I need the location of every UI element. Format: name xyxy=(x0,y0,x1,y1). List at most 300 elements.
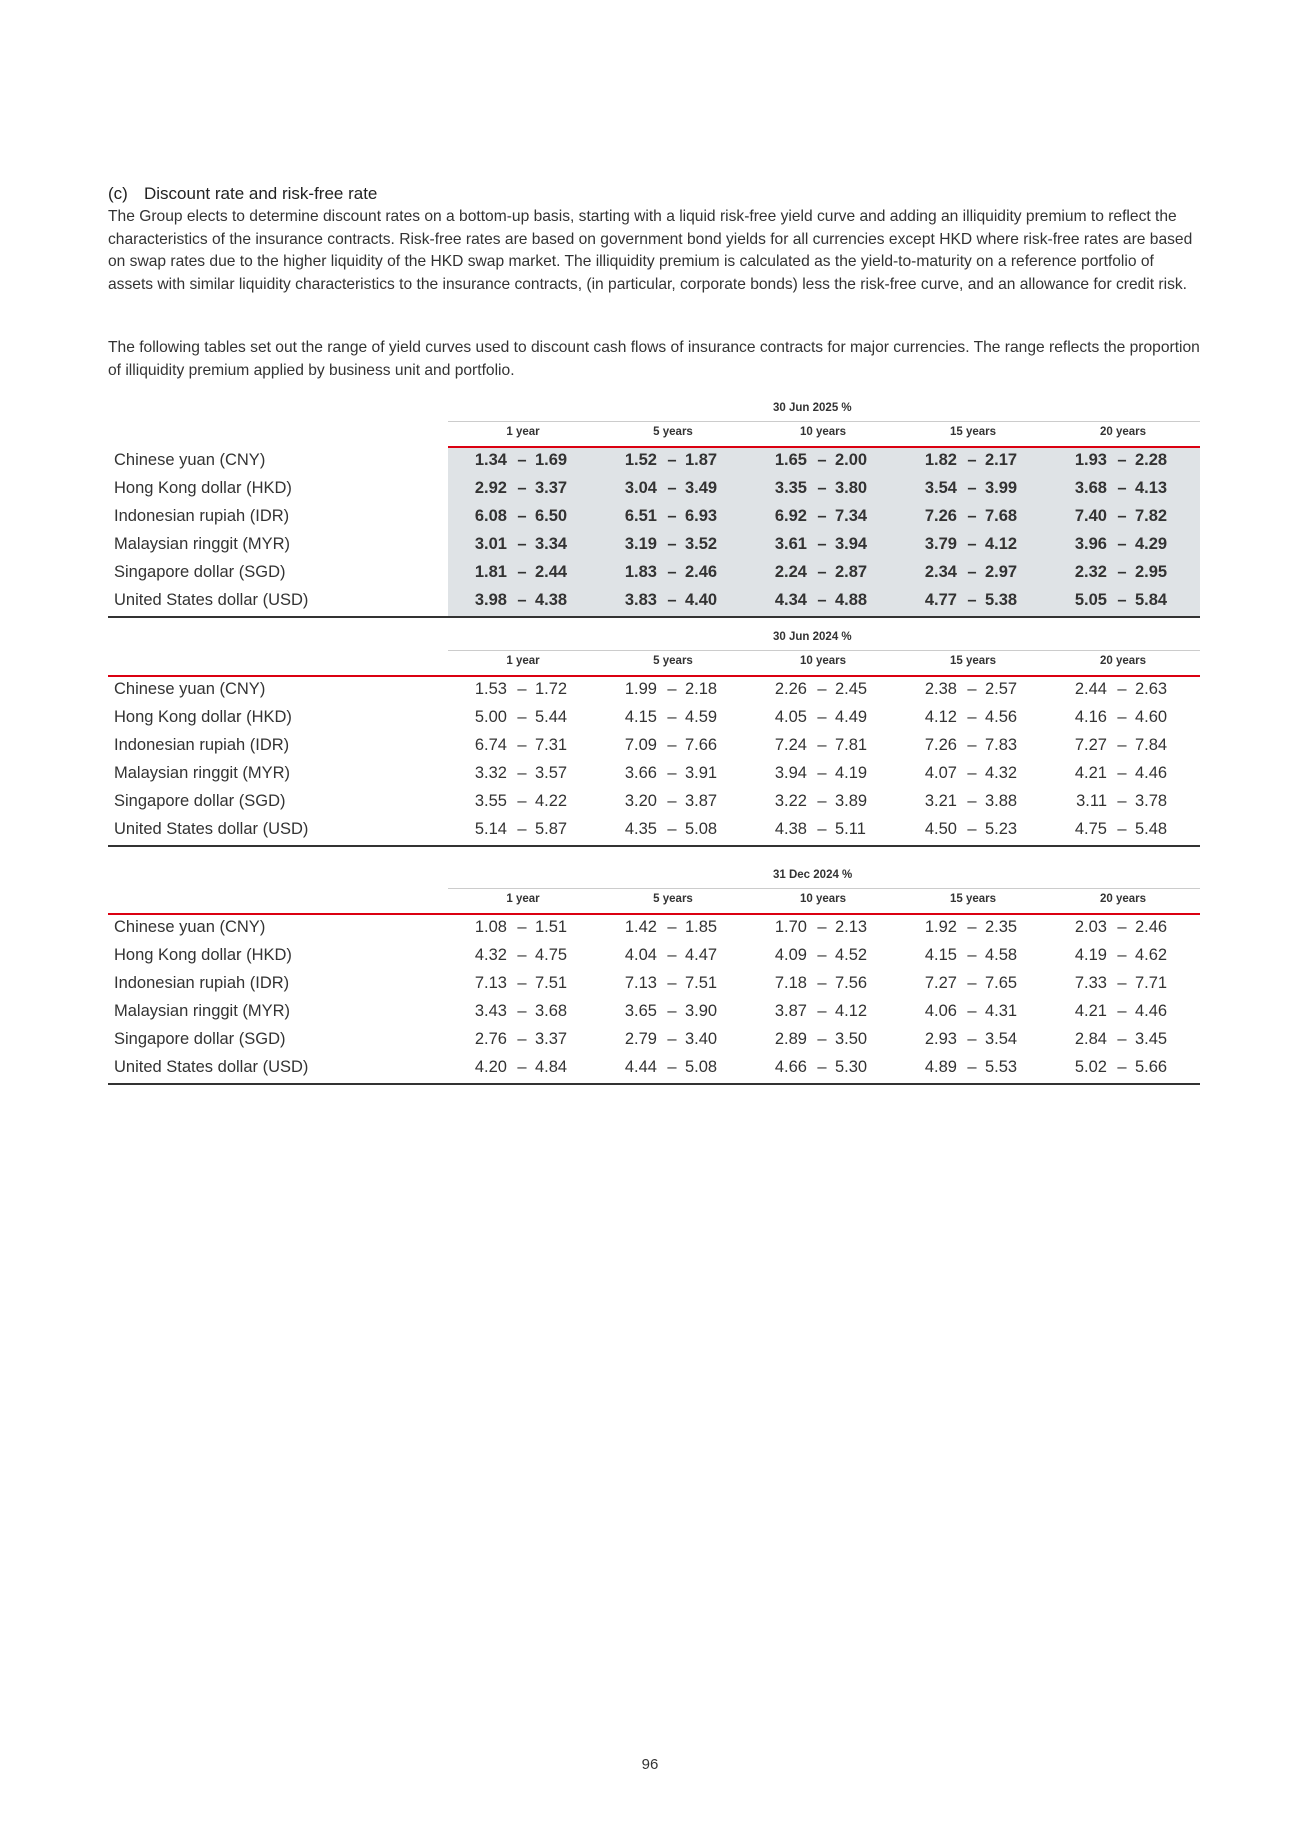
range-dash: – xyxy=(1117,479,1127,497)
range-dash: – xyxy=(967,1002,977,1020)
column-header: 5 years xyxy=(653,893,693,905)
rate-low: 2.76 xyxy=(474,1030,507,1048)
rate-low: 1.82 xyxy=(924,451,957,469)
rate-low: 3.83 xyxy=(624,591,657,609)
range-dash: – xyxy=(817,820,827,838)
range-dash: – xyxy=(1117,1002,1127,1020)
currency-label: United States dollar (USD) xyxy=(114,820,309,838)
rate-high: 2.87 xyxy=(835,563,868,581)
rate-high: 3.80 xyxy=(835,479,868,497)
table-row xyxy=(108,588,1200,616)
range-dash: – xyxy=(517,507,527,525)
rate-high: 3.78 xyxy=(1135,792,1168,810)
rate-low: 6.92 xyxy=(774,507,807,525)
range-dash: – xyxy=(967,479,977,497)
page-number: 96 xyxy=(641,1756,659,1773)
rate-low: 3.11 xyxy=(1076,792,1107,810)
rate-low: 1.52 xyxy=(624,451,657,469)
rate-low: 7.40 xyxy=(1074,507,1107,525)
rate-high: 3.91 xyxy=(685,764,718,782)
rate-low: 1.53 xyxy=(474,680,507,698)
table-row xyxy=(108,789,1200,817)
rate-low: 4.07 xyxy=(924,764,957,782)
rate-high: 5.44 xyxy=(535,708,568,726)
rate-low: 3.79 xyxy=(924,535,957,553)
column-header: 10 years xyxy=(799,655,847,667)
range-dash: – xyxy=(1117,591,1127,609)
rate-low: 4.44 xyxy=(624,1058,657,1076)
range-dash: – xyxy=(967,1030,977,1048)
currency-label: Chinese yuan (CNY) xyxy=(114,680,266,698)
rate-high: 6.50 xyxy=(535,507,568,525)
rate-low: 6.08 xyxy=(474,507,507,525)
rate-high: 4.62 xyxy=(1135,946,1168,964)
rate-high: 5.08 xyxy=(685,1058,718,1076)
range-dash: – xyxy=(967,736,977,754)
rate-high: 4.31 xyxy=(985,1002,1018,1020)
rate-low: 4.32 xyxy=(474,946,507,964)
range-dash: – xyxy=(817,479,827,497)
rate-low: 3.68 xyxy=(1074,479,1107,497)
rate-low: 7.18 xyxy=(774,974,807,992)
rate-high: 2.46 xyxy=(1135,918,1168,936)
paragraph-discount-rate: The Group elects to determine discount rates on a bottom-up basis, starting with a liquid risk-free yield curve and adding an illiquidity premium to reflect the characteristics of the insurance contracts. Risk-free rates are based on government bond yields for all currencies except HKD where risk-free rates are based on swap rates due to the higher liquidity of the HKD swap market. The illiquidity premium is calculated as the yield-to-maturity on a reference portfolio of assets with similar liquidity characteristics to the insurance contracts, (in particular, corporate bonds) less the risk-free curve, and an allowance for credit risk. xyxy=(108,208,1193,293)
column-header: 20 years xyxy=(1099,426,1147,438)
rate-high: 2.17 xyxy=(985,451,1018,469)
rate-high: 4.58 xyxy=(985,946,1018,964)
rate-high: 7.51 xyxy=(685,974,718,992)
rate-low: 3.43 xyxy=(474,1002,507,1020)
rate-high: 5.30 xyxy=(835,1058,868,1076)
table-row xyxy=(108,999,1200,1027)
range-dash: – xyxy=(817,591,827,609)
currency-label: Hong Kong dollar (HKD) xyxy=(114,946,292,964)
rate-high: 7.83 xyxy=(985,736,1018,754)
rate-low: 4.16 xyxy=(1074,708,1107,726)
currency-label: Malaysian ringgit (MYR) xyxy=(114,535,291,553)
rate-high: 2.95 xyxy=(1135,563,1168,581)
currency-label: Indonesian rupiah (IDR) xyxy=(114,736,290,754)
table-row xyxy=(108,1055,1200,1083)
table-header-row xyxy=(448,422,1200,443)
table-period-heading: 30 Jun 2025 % xyxy=(773,402,852,414)
range-dash: – xyxy=(967,563,977,581)
paragraph-yield-curves: The following tables set out the range of yield curves used to discount cash flows of insurance contracts for major currencies. The range reflects the proportion of illiquidity premium applied by business unit and portfolio. xyxy=(108,339,1200,379)
rate-low: 7.09 xyxy=(624,736,657,754)
rate-high: 7.51 xyxy=(535,974,568,992)
rate-high: 3.52 xyxy=(685,535,718,553)
rate-low: 4.06 xyxy=(924,1002,957,1020)
range-dash: – xyxy=(1117,563,1127,581)
rate-high: 2.45 xyxy=(835,680,868,698)
range-dash: – xyxy=(667,1058,677,1076)
rate-low: 4.77 xyxy=(924,591,957,609)
rate-high: 3.34 xyxy=(535,535,568,553)
rate-high: 1.69 xyxy=(535,451,568,469)
rate-high: 7.31 xyxy=(535,736,568,754)
range-dash: – xyxy=(517,591,527,609)
rate-low: 2.93 xyxy=(924,1030,957,1048)
range-dash: – xyxy=(817,1030,827,1048)
range-dash: – xyxy=(1117,507,1127,525)
rate-high: 7.82 xyxy=(1135,507,1168,525)
rate-high: 5.53 xyxy=(985,1058,1018,1076)
range-dash: – xyxy=(1117,708,1127,726)
range-dash: – xyxy=(667,479,677,497)
rate-low: 3.55 xyxy=(474,792,507,810)
rate-low: 2.24 xyxy=(774,563,807,581)
rate-low: 7.27 xyxy=(1074,736,1107,754)
currency-label: Singapore dollar (SGD) xyxy=(114,792,286,810)
range-dash: – xyxy=(517,1058,527,1076)
rate-low: 1.99 xyxy=(624,680,657,698)
rate-high: 4.12 xyxy=(985,535,1018,553)
rate-high: 4.13 xyxy=(1135,479,1168,497)
range-dash: – xyxy=(967,507,977,525)
rate-high: 1.51 xyxy=(535,918,568,936)
column-header: 5 years xyxy=(653,426,693,438)
rate-high: 5.08 xyxy=(685,820,718,838)
rate-high: 7.71 xyxy=(1135,974,1168,992)
rate-high: 3.94 xyxy=(835,535,868,553)
table-row xyxy=(108,476,1200,504)
rate-high: 5.66 xyxy=(1135,1058,1168,1076)
rate-low: 1.83 xyxy=(624,563,657,581)
rate-high: 4.12 xyxy=(835,1002,868,1020)
range-dash: – xyxy=(667,792,677,810)
currency-label: Hong Kong dollar (HKD) xyxy=(114,708,292,726)
rate-low: 5.05 xyxy=(1074,591,1107,609)
rate-low: 4.34 xyxy=(774,591,807,609)
range-dash: – xyxy=(817,680,827,698)
column-header: 20 years xyxy=(1099,655,1147,667)
rate-low: 4.75 xyxy=(1074,820,1107,838)
section-heading xyxy=(108,184,377,204)
rate-high: 5.87 xyxy=(535,820,568,838)
rate-high: 4.29 xyxy=(1135,535,1168,553)
rate-high: 1.72 xyxy=(535,680,568,698)
column-header: 20 years xyxy=(1099,893,1147,905)
table-row xyxy=(108,971,1200,999)
rate-low: 2.32 xyxy=(1074,563,1107,581)
currency-label: Hong Kong dollar (HKD) xyxy=(114,479,292,497)
rate-low: 2.38 xyxy=(924,680,957,698)
rate-high: 2.97 xyxy=(985,563,1018,581)
range-dash: – xyxy=(667,1002,677,1020)
rate-low: 7.13 xyxy=(624,974,657,992)
range-dash: – xyxy=(667,591,677,609)
rate-high: 2.28 xyxy=(1135,451,1168,469)
rate-high: 2.18 xyxy=(685,680,718,698)
table-row xyxy=(108,560,1200,588)
rate-high: 2.63 xyxy=(1135,680,1168,698)
range-dash: – xyxy=(667,820,677,838)
table-header-row xyxy=(448,651,1200,672)
range-dash: – xyxy=(817,764,827,782)
rate-low: 3.98 xyxy=(474,591,507,609)
rate-low: 7.27 xyxy=(924,974,957,992)
range-dash: – xyxy=(517,535,527,553)
rate-low: 1.65 xyxy=(774,451,807,469)
range-dash: – xyxy=(817,507,827,525)
rate-high: 4.22 xyxy=(535,792,568,810)
rate-low: 4.09 xyxy=(774,946,807,964)
rate-low: 5.02 xyxy=(1074,1058,1107,1076)
rate-low: 4.50 xyxy=(924,820,957,838)
rate-high: 2.44 xyxy=(535,563,568,581)
range-dash: – xyxy=(517,563,527,581)
rate-high: 7.81 xyxy=(835,736,868,754)
rate-high: 4.88 xyxy=(835,591,868,609)
rate-high: 4.32 xyxy=(985,764,1018,782)
range-dash: – xyxy=(667,736,677,754)
column-header: 15 years xyxy=(949,426,997,438)
rate-high: 4.40 xyxy=(685,591,718,609)
range-dash: – xyxy=(1117,946,1127,964)
range-dash: – xyxy=(667,680,677,698)
rate-low: 4.19 xyxy=(1074,946,1107,964)
currency-label: Malaysian ringgit (MYR) xyxy=(114,1002,291,1020)
rate-high: 4.56 xyxy=(985,708,1018,726)
rate-low: 3.22 xyxy=(774,792,807,810)
column-header: 1 year xyxy=(506,655,540,667)
rate-high: 6.93 xyxy=(685,507,718,525)
range-dash: – xyxy=(1117,736,1127,754)
rate-low: 4.21 xyxy=(1074,764,1107,782)
rate-low: 7.26 xyxy=(924,736,957,754)
table-row xyxy=(108,733,1200,761)
rate-low: 7.24 xyxy=(774,736,807,754)
rate-low: 1.92 xyxy=(924,918,957,936)
range-dash: – xyxy=(1117,1030,1127,1048)
rate-low: 3.35 xyxy=(774,479,807,497)
column-header: 10 years xyxy=(799,893,847,905)
range-dash: – xyxy=(1117,820,1127,838)
rate-high: 2.57 xyxy=(985,680,1018,698)
currency-label: Singapore dollar (SGD) xyxy=(114,563,286,581)
table-period-heading: 31 Dec 2024 % xyxy=(773,869,853,881)
range-dash: – xyxy=(817,708,827,726)
range-dash: – xyxy=(1117,535,1127,553)
range-dash: – xyxy=(967,535,977,553)
range-dash: – xyxy=(967,1058,977,1076)
rate-low: 2.26 xyxy=(774,680,807,698)
rate-low: 3.65 xyxy=(624,1002,657,1020)
rate-high: 5.11 xyxy=(835,820,866,838)
range-dash: – xyxy=(817,451,827,469)
table-row xyxy=(108,448,1200,476)
range-dash: – xyxy=(817,946,827,964)
range-dash: – xyxy=(517,736,527,754)
rate-low: 2.79 xyxy=(624,1030,657,1048)
range-dash: – xyxy=(817,563,827,581)
range-dash: – xyxy=(667,1030,677,1048)
table-row xyxy=(108,532,1200,560)
rate-low: 3.21 xyxy=(924,792,957,810)
range-dash: – xyxy=(1117,974,1127,992)
range-dash: – xyxy=(967,451,977,469)
range-dash: – xyxy=(667,764,677,782)
rate-high: 1.85 xyxy=(685,918,718,936)
rate-high: 5.84 xyxy=(1135,591,1168,609)
range-dash: – xyxy=(817,792,827,810)
rate-low: 4.15 xyxy=(924,946,957,964)
column-header: 15 years xyxy=(949,893,997,905)
range-dash: – xyxy=(817,535,827,553)
rate-high: 3.89 xyxy=(835,792,868,810)
rate-high: 5.38 xyxy=(985,591,1018,609)
currency-label: Indonesian rupiah (IDR) xyxy=(114,507,290,525)
rate-high: 3.87 xyxy=(685,792,718,810)
rate-high: 3.54 xyxy=(985,1030,1018,1048)
table-row xyxy=(108,504,1200,532)
rate-high: 3.90 xyxy=(685,1002,718,1020)
currency-label: United States dollar (USD) xyxy=(114,1058,309,1076)
table-row xyxy=(108,817,1200,845)
rate-low: 3.94 xyxy=(774,764,807,782)
rate-low: 1.34 xyxy=(474,451,507,469)
currency-label: Chinese yuan (CNY) xyxy=(114,918,266,936)
range-dash: – xyxy=(1117,764,1127,782)
rate-high: 7.34 xyxy=(835,507,868,525)
rate-low: 1.81 xyxy=(474,563,507,581)
rate-high: 4.52 xyxy=(835,946,868,964)
rate-low: 1.42 xyxy=(624,918,657,936)
rate-high: 3.45 xyxy=(1135,1030,1168,1048)
range-dash: – xyxy=(667,563,677,581)
rate-high: 4.84 xyxy=(535,1058,568,1076)
rate-low: 6.51 xyxy=(624,507,657,525)
range-dash: – xyxy=(667,918,677,936)
table-row xyxy=(108,677,1200,705)
rate-high: 7.66 xyxy=(685,736,718,754)
table-row xyxy=(108,1027,1200,1055)
range-dash: – xyxy=(517,792,527,810)
rate-low: 4.05 xyxy=(774,708,807,726)
rate-low: 3.61 xyxy=(774,535,807,553)
rate-high: 7.68 xyxy=(985,507,1018,525)
range-dash: – xyxy=(1117,792,1127,810)
column-header: 1 year xyxy=(506,893,540,905)
rate-low: 3.19 xyxy=(624,535,657,553)
range-dash: – xyxy=(967,680,977,698)
range-dash: – xyxy=(517,1030,527,1048)
range-dash: – xyxy=(817,974,827,992)
range-dash: – xyxy=(517,974,527,992)
range-dash: – xyxy=(517,918,527,936)
rate-high: 3.57 xyxy=(535,764,568,782)
rate-high: 7.65 xyxy=(985,974,1018,992)
range-dash: – xyxy=(1117,680,1127,698)
rate-high: 4.47 xyxy=(685,946,718,964)
range-dash: – xyxy=(1117,918,1127,936)
rate-low: 1.08 xyxy=(474,918,507,936)
rate-high: 2.35 xyxy=(985,918,1018,936)
currency-label: Indonesian rupiah (IDR) xyxy=(114,974,290,992)
rate-low: 7.33 xyxy=(1074,974,1107,992)
range-dash: – xyxy=(517,946,527,964)
rate-high: 4.19 xyxy=(835,764,868,782)
rate-high: 7.84 xyxy=(1135,736,1168,754)
range-dash: – xyxy=(667,946,677,964)
rate-low: 4.15 xyxy=(624,708,657,726)
table-row xyxy=(108,915,1200,943)
rate-low: 1.93 xyxy=(1074,451,1107,469)
range-dash: – xyxy=(517,764,527,782)
range-dash: – xyxy=(967,591,977,609)
rate-high: 4.49 xyxy=(835,708,868,726)
column-header: 10 years xyxy=(799,426,847,438)
section-number: (c) xyxy=(108,184,128,203)
currency-label: Malaysian ringgit (MYR) xyxy=(114,764,291,782)
rate-low: 2.44 xyxy=(1074,680,1107,698)
range-dash: – xyxy=(517,479,527,497)
rate-high: 3.68 xyxy=(535,1002,568,1020)
rate-low: 3.04 xyxy=(624,479,657,497)
rate-high: 3.37 xyxy=(535,1030,568,1048)
rate-high: 3.50 xyxy=(835,1030,868,1048)
rate-low: 4.38 xyxy=(774,820,807,838)
rate-low: 4.04 xyxy=(624,946,657,964)
rate-low: 7.26 xyxy=(924,507,957,525)
rate-high: 2.13 xyxy=(835,918,868,936)
rate-high: 4.59 xyxy=(685,708,718,726)
rate-low: 2.03 xyxy=(1074,918,1107,936)
rate-high: 4.75 xyxy=(535,946,568,964)
rate-high: 4.60 xyxy=(1135,708,1168,726)
rate-low: 1.70 xyxy=(774,918,807,936)
range-dash: – xyxy=(667,451,677,469)
rate-high: 3.37 xyxy=(535,479,568,497)
rate-high: 3.88 xyxy=(985,792,1018,810)
range-dash: – xyxy=(667,507,677,525)
range-dash: – xyxy=(817,736,827,754)
rate-high: 5.48 xyxy=(1135,820,1168,838)
range-dash: – xyxy=(667,974,677,992)
rate-high: 5.23 xyxy=(985,820,1018,838)
currency-label: Chinese yuan (CNY) xyxy=(114,451,266,469)
table-row xyxy=(108,943,1200,971)
range-dash: – xyxy=(967,792,977,810)
rate-low: 3.20 xyxy=(624,792,657,810)
rate-high: 7.56 xyxy=(835,974,868,992)
table-period-heading: 30 Jun 2024 % xyxy=(773,631,852,643)
rate-low: 3.66 xyxy=(624,764,657,782)
currency-label: Singapore dollar (SGD) xyxy=(114,1030,286,1048)
rate-low: 6.74 xyxy=(474,736,507,754)
range-dash: – xyxy=(1117,1058,1127,1076)
rate-low: 4.35 xyxy=(624,820,657,838)
currency-label: United States dollar (USD) xyxy=(114,591,309,609)
rate-low: 2.92 xyxy=(474,479,507,497)
range-dash: – xyxy=(517,451,527,469)
rate-low: 4.20 xyxy=(474,1058,507,1076)
column-header: 5 years xyxy=(653,655,693,667)
range-dash: – xyxy=(667,708,677,726)
range-dash: – xyxy=(817,1058,827,1076)
rate-low: 2.34 xyxy=(924,563,957,581)
range-dash: – xyxy=(517,680,527,698)
rate-low: 3.54 xyxy=(924,479,957,497)
rate-low: 4.12 xyxy=(924,708,957,726)
rate-high: 3.99 xyxy=(985,479,1018,497)
rate-low: 4.21 xyxy=(1074,1002,1107,1020)
range-dash: – xyxy=(517,820,527,838)
rate-low: 3.01 xyxy=(474,535,507,553)
range-dash: – xyxy=(967,764,977,782)
range-dash: – xyxy=(967,918,977,936)
rate-high: 4.46 xyxy=(1135,1002,1168,1020)
